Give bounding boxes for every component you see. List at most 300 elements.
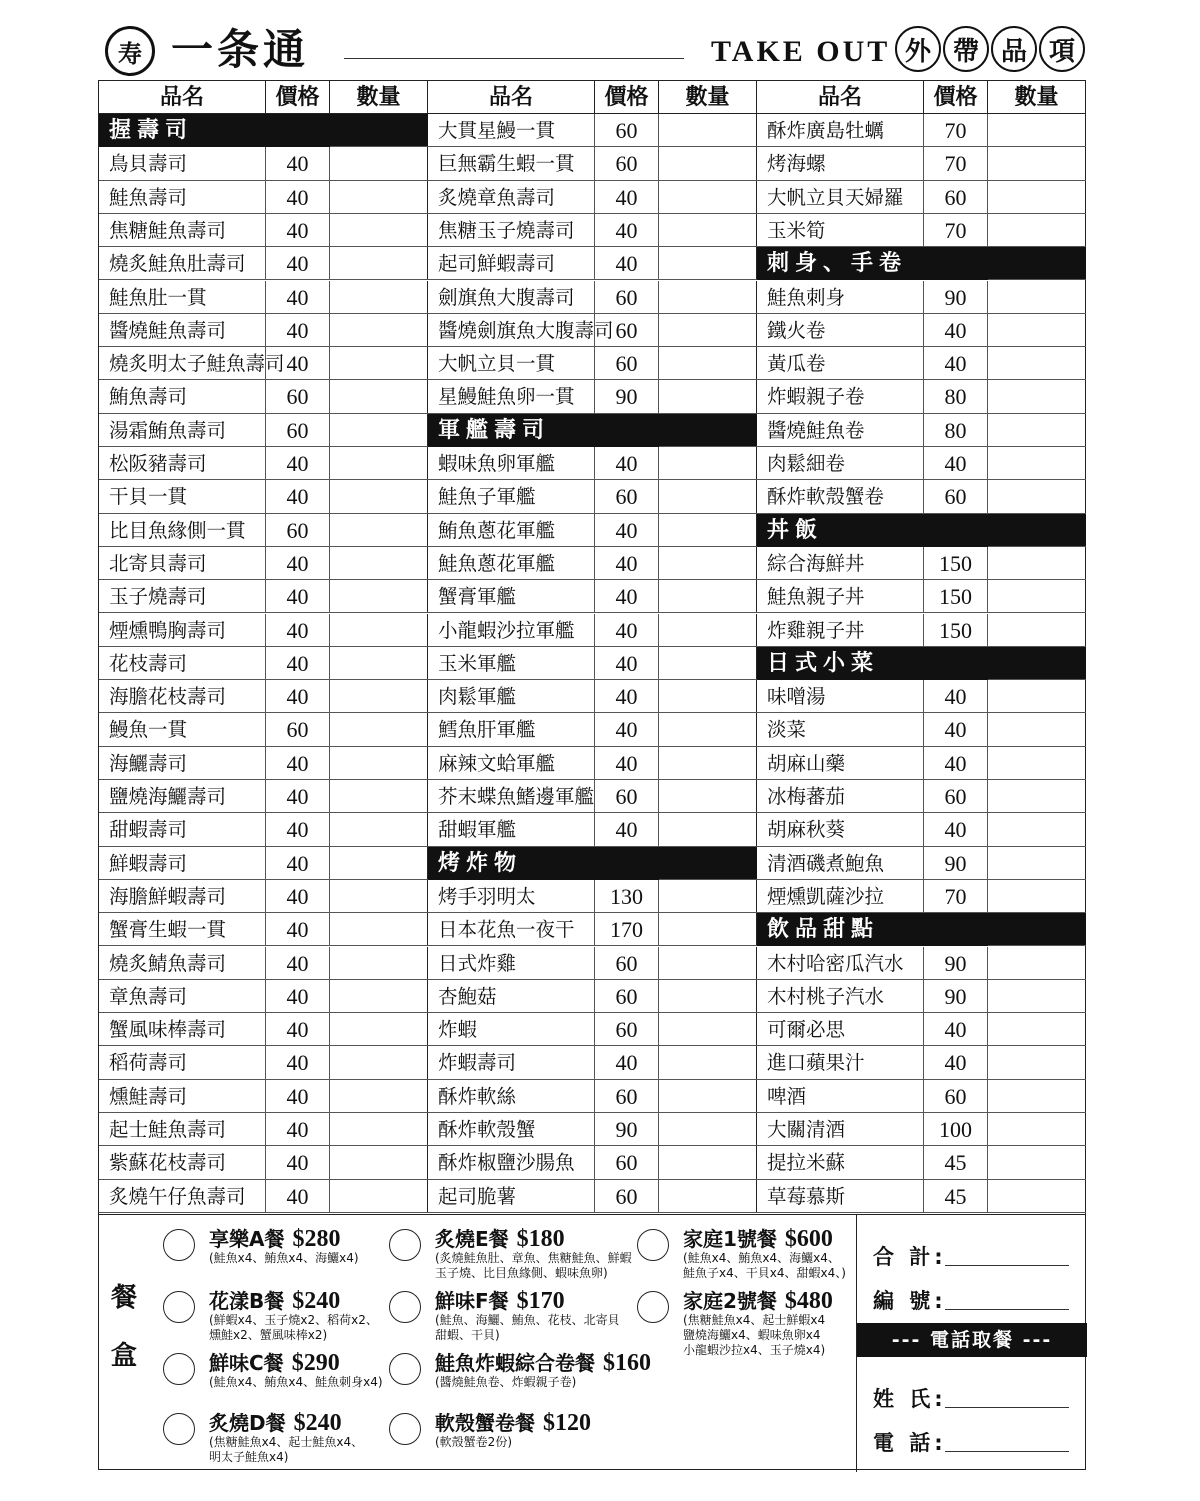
bento-set-price: $160 (603, 1350, 651, 1376)
menu-item-row (757, 181, 1086, 214)
total-field[interactable] (945, 1265, 1069, 1266)
item-price: 60 (595, 281, 659, 313)
number-field[interactable] (945, 1309, 1069, 1310)
item-price: 60 (924, 480, 988, 512)
menu-item-row (428, 880, 757, 913)
item-quantity-field[interactable] (330, 614, 428, 646)
item-price: 60 (595, 980, 659, 1012)
bento-set-name: 鮭魚炸蝦綜合卷餐 (435, 1351, 595, 1375)
description-line: (鮭魚x4、鮪魚x4、鮭魚刺身x4) (209, 1375, 383, 1389)
item-quantity-field[interactable] (330, 214, 428, 246)
item-price: 150 (924, 580, 988, 612)
item-price: 40 (266, 913, 330, 945)
bento-label (99, 1215, 149, 1472)
item-name: 酥炸軟殼蟹 (428, 1113, 595, 1145)
item-quantity-field[interactable] (988, 181, 1086, 213)
item-name: 炙燒午仔魚壽司 (99, 1180, 266, 1212)
item-name: 鮭魚刺身 (757, 281, 924, 313)
item-price: 40 (924, 1046, 988, 1078)
select-circle[interactable] (637, 1291, 669, 1323)
item-price: 80 (924, 380, 988, 412)
circle-badge: 項 (1039, 26, 1085, 72)
bento-set-name: 花漾B餐 (209, 1289, 285, 1313)
item-price: 40 (595, 680, 659, 712)
select-circle[interactable] (637, 1229, 669, 1261)
item-quantity-field[interactable] (659, 1080, 757, 1112)
item-name: 醬燒鮭魚壽司 (99, 314, 266, 346)
circle-badge: 帶 (943, 26, 989, 72)
bento-set-name: 炙燒E餐 (435, 1227, 509, 1251)
bento-label-1: 餐 (110, 1283, 137, 1313)
item-quantity-field[interactable] (330, 780, 428, 812)
item-name: 劍旗魚大腹壽司 (428, 281, 595, 313)
item-quantity-field[interactable] (988, 847, 1086, 879)
item-quantity-field[interactable] (330, 713, 428, 745)
item-name: 冰梅蕃茄 (757, 780, 924, 812)
item-price: 60 (595, 947, 659, 979)
item-name: 鮭魚壽司 (99, 181, 266, 213)
item-name: 海鱺壽司 (99, 747, 266, 779)
menu-item-row (428, 181, 757, 214)
item-quantity-field[interactable] (330, 447, 428, 479)
menu-item-row (428, 713, 757, 746)
item-quantity-field[interactable] (330, 813, 428, 845)
item-quantity-field[interactable] (330, 380, 428, 412)
item-quantity-field[interactable] (988, 114, 1086, 146)
menu-item-row (757, 1146, 1086, 1179)
description-line: 鹽燒海鱺x4、蝦味魚卵x4 (683, 1328, 821, 1342)
item-quantity-field[interactable] (988, 214, 1086, 246)
item-price: 170 (595, 913, 659, 945)
item-quantity-field[interactable] (988, 1046, 1086, 1078)
item-price: 40 (595, 547, 659, 579)
bento-set-name: 鮮味C餐 (209, 1351, 284, 1375)
item-name: 鰻魚一貫 (99, 713, 266, 745)
item-name: 玉米軍艦 (428, 647, 595, 679)
item-price: 40 (266, 847, 330, 879)
item-price: 40 (595, 813, 659, 845)
menu-item-row (99, 747, 428, 780)
item-name: 鹽燒海鱺壽司 (99, 780, 266, 812)
header-price: 價格 (595, 81, 659, 113)
item-price: 40 (266, 1180, 330, 1212)
item-quantity-field[interactable] (988, 780, 1086, 812)
menu-item-row (757, 980, 1086, 1013)
bento-set-description (209, 1375, 383, 1390)
item-quantity-field[interactable] (659, 747, 757, 779)
item-price: 60 (595, 480, 659, 512)
bento-set-description (209, 1313, 378, 1343)
item-name: 起士鮭魚壽司 (99, 1113, 266, 1145)
item-quantity-field[interactable] (988, 380, 1086, 412)
select-circle[interactable] (389, 1353, 421, 1385)
item-quantity-field[interactable] (659, 1146, 757, 1178)
select-circle[interactable] (163, 1229, 195, 1261)
select-circle[interactable] (389, 1291, 421, 1323)
item-name: 日本花魚一夜干 (428, 913, 595, 945)
item-quantity-field[interactable] (330, 847, 428, 879)
item-quantity-field[interactable] (330, 580, 428, 612)
menu-item-row (428, 1080, 757, 1113)
menu-item-row (428, 614, 757, 647)
item-quantity-field[interactable] (330, 247, 428, 279)
menu-item-row (99, 214, 428, 247)
section-header-fill (659, 847, 757, 880)
item-quantity-field[interactable] (330, 680, 428, 712)
item-quantity-field[interactable] (659, 680, 757, 712)
item-quantity-field[interactable] (988, 447, 1086, 479)
header-price: 價格 (924, 81, 988, 113)
item-quantity-field[interactable] (988, 1013, 1086, 1045)
item-name: 鮪魚蔥花軍艦 (428, 514, 595, 546)
brand-name: 一条通 (171, 25, 310, 74)
item-name: 清酒磯煮鮑魚 (757, 847, 924, 879)
menu-item-row (99, 480, 428, 513)
menu-item-row (428, 514, 757, 547)
bento-set-name: 家庭1號餐 (683, 1227, 777, 1251)
phone-label: 電 話: (873, 1431, 947, 1455)
bento-set-title (435, 1223, 565, 1253)
item-name: 煙燻凱薩沙拉 (757, 880, 924, 912)
item-quantity-field[interactable] (659, 647, 757, 679)
item-quantity-field[interactable] (659, 713, 757, 745)
menu-item-row (757, 314, 1086, 347)
item-price: 40 (266, 281, 330, 313)
item-price: 60 (266, 514, 330, 546)
menu-item-row (757, 147, 1086, 180)
item-quantity-field[interactable] (330, 347, 428, 379)
item-quantity-field[interactable] (330, 1146, 428, 1178)
item-price: 90 (924, 947, 988, 979)
section-header: 刺身、手卷 (757, 247, 988, 280)
menu-item-row (757, 947, 1086, 980)
menu-item-row (757, 1113, 1086, 1146)
item-quantity-field[interactable] (659, 147, 757, 179)
menu-item-row (99, 514, 428, 547)
item-price: 40 (595, 447, 659, 479)
item-quantity-field[interactable] (330, 514, 428, 546)
item-name: 木村哈密瓜汽水 (757, 947, 924, 979)
item-price: 60 (595, 347, 659, 379)
menu-item-row (757, 580, 1086, 613)
item-name: 淡菜 (757, 713, 924, 745)
item-price: 130 (595, 880, 659, 912)
item-name: 起司鮮蝦壽司 (428, 247, 595, 279)
section-header-fill (988, 514, 1086, 547)
select-circle[interactable] (163, 1413, 195, 1445)
menu-item-row (757, 114, 1086, 147)
item-price: 40 (924, 713, 988, 745)
menu-item-row (757, 547, 1086, 580)
item-price: 60 (595, 1180, 659, 1212)
item-quantity-field[interactable] (330, 314, 428, 346)
item-name: 比目魚緣側一貫 (99, 514, 266, 546)
item-quantity-field[interactable] (330, 980, 428, 1012)
select-circle[interactable] (389, 1229, 421, 1261)
header-qty: 數量 (659, 81, 757, 113)
item-quantity-field[interactable] (330, 1080, 428, 1112)
menu-item-row (428, 580, 757, 613)
bento-set-price: $120 (543, 1410, 591, 1436)
item-price: 40 (266, 780, 330, 812)
menu-item-row (757, 1180, 1086, 1213)
circle-badge: 品 (991, 26, 1037, 72)
item-name: 鮮蝦壽司 (99, 847, 266, 879)
item-quantity-field[interactable] (659, 114, 757, 146)
menu-item-row (428, 380, 757, 413)
item-quantity-field[interactable] (988, 580, 1086, 612)
item-name: 玉子燒壽司 (99, 580, 266, 612)
item-quantity-field[interactable] (659, 580, 757, 612)
item-quantity-field[interactable] (988, 747, 1086, 779)
item-quantity-field[interactable] (988, 1080, 1086, 1112)
item-price: 60 (595, 1080, 659, 1112)
item-quantity-field[interactable] (330, 181, 428, 213)
item-quantity-field[interactable] (659, 880, 757, 912)
item-quantity-field[interactable] (330, 147, 428, 179)
item-price: 40 (595, 747, 659, 779)
menu-item-row (428, 1046, 757, 1079)
item-quantity-field[interactable] (659, 947, 757, 979)
menu-item-row (99, 1146, 428, 1179)
item-name: 進口蘋果汁 (757, 1046, 924, 1078)
item-name: 紫蘇花枝壽司 (99, 1146, 266, 1178)
item-name: 酥炸椒鹽沙腸魚 (428, 1146, 595, 1178)
bento-set-description (435, 1435, 512, 1450)
bento-set-description (683, 1251, 846, 1281)
item-name: 鐵火卷 (757, 314, 924, 346)
item-price: 90 (595, 1113, 659, 1145)
item-quantity-field[interactable] (659, 980, 757, 1012)
bento-set-description (209, 1435, 363, 1465)
item-price: 40 (266, 980, 330, 1012)
item-price: 60 (595, 114, 659, 146)
bento-set-name: 鮮味F餐 (435, 1289, 509, 1313)
order-info-panel (856, 1215, 1086, 1472)
header-rule (344, 58, 684, 59)
item-quantity-field[interactable] (659, 1113, 757, 1145)
menu-item-row (757, 614, 1086, 647)
item-price: 40 (595, 214, 659, 246)
item-name: 烤海螺 (757, 147, 924, 179)
item-price: 60 (595, 147, 659, 179)
menu-item-row (99, 1046, 428, 1079)
item-price: 40 (266, 614, 330, 646)
description-line: (鮭魚、海鱺、鮪魚、花枝、北寄貝 (435, 1313, 620, 1327)
item-price: 70 (924, 114, 988, 146)
item-quantity-field[interactable] (330, 1113, 428, 1145)
item-quantity-field[interactable] (659, 1013, 757, 1045)
item-price: 40 (595, 1046, 659, 1078)
item-name: 大關清酒 (757, 1113, 924, 1145)
item-quantity-field[interactable] (330, 480, 428, 512)
item-quantity-field[interactable] (988, 480, 1086, 512)
item-quantity-field[interactable] (988, 713, 1086, 745)
item-quantity-field[interactable] (988, 880, 1086, 912)
bento-set-price: $480 (784, 1288, 833, 1314)
bento-set-description (435, 1375, 576, 1390)
item-name: 焦糖鮭魚壽司 (99, 214, 266, 246)
menu-item-row (757, 780, 1086, 813)
item-name: 草莓慕斯 (757, 1180, 924, 1212)
item-price: 70 (924, 880, 988, 912)
item-quantity-field[interactable] (988, 1146, 1086, 1178)
item-name: 蟹膏軍艦 (428, 580, 595, 612)
section-header-fill (988, 247, 1086, 280)
menu-item-row (99, 380, 428, 413)
header-qty: 數量 (988, 81, 1086, 113)
item-name: 巨無霸生蝦一貫 (428, 147, 595, 179)
surname-field[interactable] (945, 1407, 1069, 1408)
item-quantity-field[interactable] (330, 1013, 428, 1045)
item-quantity-field[interactable] (988, 947, 1086, 979)
item-name: 胡麻山藥 (757, 747, 924, 779)
description-line: 燻鮭x2、蟹風味棒x2) (209, 1328, 328, 1342)
item-quantity-field[interactable] (330, 414, 428, 446)
item-quantity-field[interactable] (988, 680, 1086, 712)
item-quantity-field[interactable] (330, 281, 428, 313)
item-quantity-field[interactable] (659, 547, 757, 579)
item-quantity-field[interactable] (659, 214, 757, 246)
description-line: 鮭魚子x4、干貝x4、甜蝦x4、) (683, 1266, 846, 1280)
item-quantity-field[interactable] (988, 147, 1086, 179)
item-price: 40 (595, 580, 659, 612)
item-quantity-field[interactable] (330, 647, 428, 679)
item-name: 鮭魚親子丼 (757, 580, 924, 612)
item-quantity-field[interactable] (659, 181, 757, 213)
section-header: 丼飯 (757, 514, 988, 547)
item-quantity-field[interactable] (330, 947, 428, 979)
menu-item-row (428, 547, 757, 580)
item-quantity-field[interactable] (988, 347, 1086, 379)
bento-set-name: 家庭2號餐 (683, 1289, 777, 1313)
total-label: 合 計: (873, 1245, 947, 1269)
item-name: 海膽花枝壽司 (99, 680, 266, 712)
item-quantity-field[interactable] (988, 614, 1086, 646)
description-line: (鮮蝦x4、玉子燒x2、稻荷x2、 (209, 1313, 378, 1327)
menu-item-row (99, 414, 428, 447)
item-quantity-field[interactable] (988, 314, 1086, 346)
menu-item-row (99, 847, 428, 880)
menu-item-row (99, 547, 428, 580)
item-name: 杏鮑菇 (428, 980, 595, 1012)
item-quantity-field[interactable] (659, 1046, 757, 1078)
item-quantity-field[interactable] (330, 880, 428, 912)
item-price: 80 (924, 414, 988, 446)
bento-set-title (209, 1285, 340, 1315)
item-quantity-field[interactable] (659, 281, 757, 313)
item-quantity-field[interactable] (330, 1046, 428, 1078)
item-quantity-field[interactable] (659, 247, 757, 279)
menu-item-row (99, 314, 428, 347)
item-price: 150 (924, 547, 988, 579)
menu-item-row (99, 1113, 428, 1146)
bento-set-price: $600 (784, 1226, 833, 1252)
menu-item-row (99, 1080, 428, 1113)
menu-item-row (757, 1080, 1086, 1113)
item-price: 40 (266, 647, 330, 679)
phone-pickup-banner: --- 電話取餐 --- (857, 1323, 1087, 1357)
menu-item-row (428, 647, 757, 680)
item-name: 酥炸軟絲 (428, 1080, 595, 1112)
item-price: 40 (266, 1013, 330, 1045)
select-circle[interactable] (389, 1413, 421, 1445)
takeout-label: TAKE OUT (711, 35, 891, 68)
item-name: 大貫星鰻一貫 (428, 114, 595, 146)
item-price: 40 (595, 514, 659, 546)
item-quantity-field[interactable] (988, 1113, 1086, 1145)
item-price: 40 (924, 347, 988, 379)
description-line: 甜蝦、干貝) (435, 1328, 500, 1342)
item-name: 炸蝦壽司 (428, 1046, 595, 1078)
item-price: 40 (266, 347, 330, 379)
header (99, 22, 1086, 78)
select-circle[interactable] (163, 1353, 195, 1385)
menu-item-row (99, 281, 428, 314)
item-quantity-field[interactable] (988, 1180, 1086, 1212)
item-quantity-field[interactable] (659, 1180, 757, 1212)
item-price: 40 (595, 181, 659, 213)
menu-item-row (428, 147, 757, 180)
item-price: 40 (924, 680, 988, 712)
header-name: 品名 (99, 81, 266, 113)
item-quantity-field[interactable] (659, 780, 757, 812)
item-quantity-field[interactable] (330, 913, 428, 945)
item-quantity-field[interactable] (988, 813, 1086, 845)
item-name: 酥炸軟殼蟹卷 (757, 480, 924, 512)
item-price: 40 (924, 447, 988, 479)
item-quantity-field[interactable] (659, 813, 757, 845)
item-name: 甜蝦壽司 (99, 813, 266, 845)
menu-item-row (428, 913, 757, 946)
item-quantity-field[interactable] (659, 480, 757, 512)
item-price: 40 (266, 1046, 330, 1078)
item-price: 40 (266, 580, 330, 612)
item-quantity-field[interactable] (659, 347, 757, 379)
item-quantity-field[interactable] (330, 747, 428, 779)
item-name: 干貝一貫 (99, 480, 266, 512)
phone-field[interactable] (945, 1451, 1069, 1452)
item-name: 醬燒劍旗魚大腹壽司 (428, 314, 595, 346)
item-price: 40 (266, 1146, 330, 1178)
item-quantity-field[interactable] (988, 414, 1086, 446)
description-line: (軟殼蟹卷2份) (435, 1435, 512, 1449)
bento-set-title (683, 1285, 833, 1315)
item-quantity-field[interactable] (659, 514, 757, 546)
item-quantity-field[interactable] (659, 447, 757, 479)
item-quantity-field[interactable] (988, 281, 1086, 313)
item-quantity-field[interactable] (988, 547, 1086, 579)
item-quantity-field[interactable] (330, 547, 428, 579)
item-price: 40 (595, 247, 659, 279)
item-quantity-field[interactable] (659, 913, 757, 945)
item-quantity-field[interactable] (659, 380, 757, 412)
item-quantity-field[interactable] (659, 314, 757, 346)
item-price: 60 (595, 1013, 659, 1045)
header-qty: 數量 (330, 81, 428, 113)
item-quantity-field[interactable] (988, 980, 1086, 1012)
menu-item-row (428, 1180, 757, 1213)
item-name: 焦糖玉子燒壽司 (428, 214, 595, 246)
item-quantity-field[interactable] (659, 614, 757, 646)
bento-set-title (435, 1285, 565, 1315)
menu-item-row (428, 314, 757, 347)
select-circle[interactable] (163, 1291, 195, 1323)
item-name: 烤手羽明太 (428, 880, 595, 912)
menu-item-row (757, 447, 1086, 480)
item-name: 啤酒 (757, 1080, 924, 1112)
item-quantity-field[interactable] (330, 1180, 428, 1212)
